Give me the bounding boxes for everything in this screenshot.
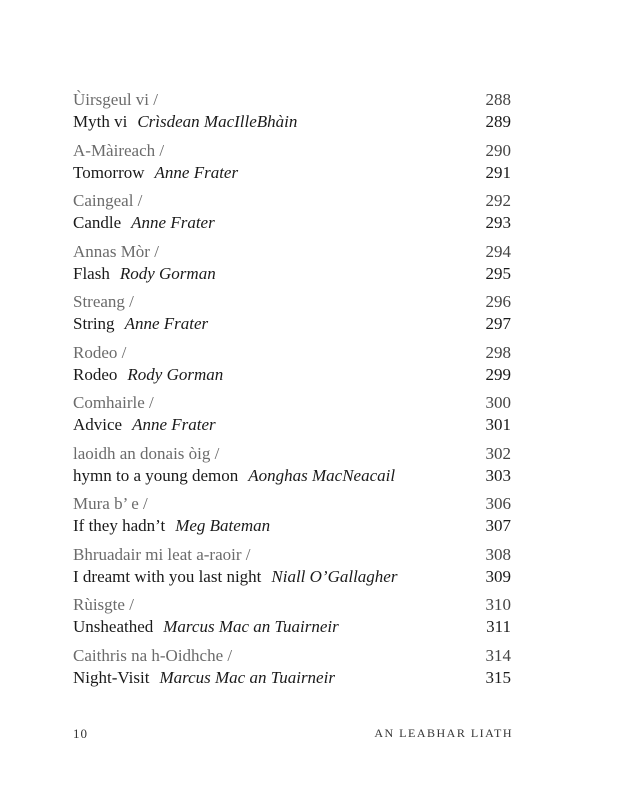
- original-title: Ùirsgeul vi /: [73, 90, 158, 109]
- translation-line: [73, 667, 511, 689]
- translation-page-number: 315: [485, 667, 511, 687]
- author-name: Anne Frater: [132, 415, 216, 434]
- original-page-number: 302: [485, 443, 511, 463]
- author-name: Meg Bateman: [175, 516, 271, 535]
- original-line: [73, 544, 511, 566]
- original-line: [73, 89, 511, 111]
- original-title: Rodeo /: [73, 342, 127, 362]
- original-page-number: 296: [485, 292, 511, 311]
- toc-entry: [73, 140, 511, 191]
- original-page-number: 294: [485, 241, 511, 261]
- translation-title: Rodeo: [73, 364, 118, 384]
- translation-page-number: 301: [485, 415, 511, 434]
- toc-entry: [73, 493, 511, 544]
- translation-title-group: [73, 414, 216, 436]
- translation-line: [73, 414, 511, 436]
- table-of-contents: [73, 89, 511, 695]
- translation-line: [73, 111, 511, 133]
- translation-title-group: [73, 111, 297, 133]
- original-line: [73, 392, 511, 414]
- toc-entry: [73, 544, 511, 595]
- original-page-number: 308: [485, 544, 511, 564]
- original-page-number: 292: [485, 191, 511, 210]
- author-name: Anne Frater: [124, 314, 209, 333]
- original-line: [73, 241, 511, 263]
- translation-title: Tomorrow: [73, 162, 145, 182]
- translation-title-group: [73, 566, 397, 588]
- translation-page-number: 311: [486, 617, 511, 636]
- translation-page-number: 297: [485, 314, 511, 333]
- translation-page-number: 307: [485, 516, 511, 535]
- original-title: A-Màireach /: [73, 140, 165, 160]
- toc-entry: [73, 190, 511, 241]
- translation-line: [73, 212, 511, 234]
- author-name: Niall O’Gallagher: [271, 566, 398, 586]
- original-page-number: 300: [485, 393, 511, 412]
- translation-title-group: [73, 212, 215, 234]
- toc-entry: [73, 291, 511, 342]
- original-line: [73, 594, 511, 616]
- original-title: Annas Mòr /: [73, 241, 159, 261]
- toc-entry: [73, 89, 511, 140]
- toc-entry: [73, 241, 511, 292]
- translation-page-number: 289: [485, 112, 511, 131]
- original-page-number: 314: [485, 645, 511, 665]
- translation-title-group: [73, 263, 216, 285]
- author-name: Rody Gorman: [127, 364, 224, 384]
- author-name: Anne Frater: [131, 213, 215, 232]
- translation-title-group: [73, 162, 238, 184]
- translation-title: Flash: [73, 263, 110, 283]
- translation-line: [73, 566, 511, 588]
- translation-title: Candle: [73, 213, 122, 232]
- original-page-number: 298: [485, 342, 511, 362]
- toc-entry: [73, 594, 511, 645]
- translation-title-group: [73, 515, 270, 537]
- original-line: [73, 493, 511, 515]
- translation-line: [73, 162, 511, 184]
- running-title: AN LEABHAR LIATH: [374, 726, 513, 740]
- page-number: 10: [73, 726, 88, 741]
- translation-page-number: 303: [485, 465, 511, 485]
- translation-title: Night-Visit: [73, 667, 150, 687]
- translation-page-number: 293: [485, 213, 511, 232]
- original-line: [73, 190, 511, 212]
- author-name: Anne Frater: [154, 162, 239, 182]
- translation-line: [73, 465, 511, 487]
- translation-title-group: [73, 465, 395, 487]
- author-name: Crìsdean MacIlleBhàin: [137, 112, 298, 131]
- original-title: Caithris na h-Oidhche /: [73, 645, 233, 665]
- translation-page-number: 309: [485, 566, 511, 586]
- author-name: Marcus Mac an Tuairneir: [159, 667, 335, 687]
- original-title: Caingeal /: [73, 191, 143, 210]
- toc-entry: [73, 443, 511, 494]
- original-page-number: 288: [485, 90, 511, 109]
- original-line: [73, 342, 511, 364]
- translation-title: String: [73, 314, 115, 333]
- translation-page-number: 291: [485, 162, 511, 182]
- original-line: [73, 443, 511, 465]
- original-title: Mura b’ e /: [73, 494, 148, 513]
- translation-title-group: [73, 313, 208, 335]
- translation-line: [73, 515, 511, 537]
- original-line: [73, 140, 511, 162]
- original-title: Streang /: [73, 292, 134, 311]
- toc-entry: [73, 645, 511, 696]
- translation-title-group: [73, 364, 223, 386]
- translation-line: [73, 313, 511, 335]
- translation-line: [73, 616, 511, 638]
- original-line: [73, 291, 511, 313]
- author-name: Rody Gorman: [119, 263, 216, 283]
- translation-line: [73, 263, 511, 285]
- translation-title: hymn to a young demon: [73, 465, 239, 485]
- translation-title: Unsheathed: [73, 617, 154, 636]
- translation-title: Myth vi: [73, 112, 128, 131]
- translation-title-group: [73, 667, 335, 689]
- original-title: laoidh an donais òig /: [73, 443, 220, 463]
- toc-entry: [73, 392, 511, 443]
- original-title: Comhairle /: [73, 393, 154, 412]
- original-title: Rùisgte /: [73, 595, 134, 614]
- translation-title: If they hadn’t: [73, 516, 166, 535]
- author-name: Marcus Mac an Tuairneir: [163, 617, 339, 636]
- toc-entry: [73, 342, 511, 393]
- original-title: Bhruadair mi leat a-raoir /: [73, 544, 251, 564]
- translation-line: [73, 364, 511, 386]
- author-name: Aonghas MacNeacail: [248, 465, 396, 485]
- original-page-number: 306: [485, 494, 511, 513]
- original-line: [73, 645, 511, 667]
- translation-page-number: 299: [485, 364, 511, 384]
- translation-page-number: 295: [485, 263, 511, 283]
- original-page-number: 310: [485, 595, 511, 614]
- translation-title: Advice: [73, 415, 123, 434]
- translation-title-group: [73, 616, 339, 638]
- translation-title: I dreamt with you last night: [73, 566, 262, 586]
- original-page-number: 290: [485, 140, 511, 160]
